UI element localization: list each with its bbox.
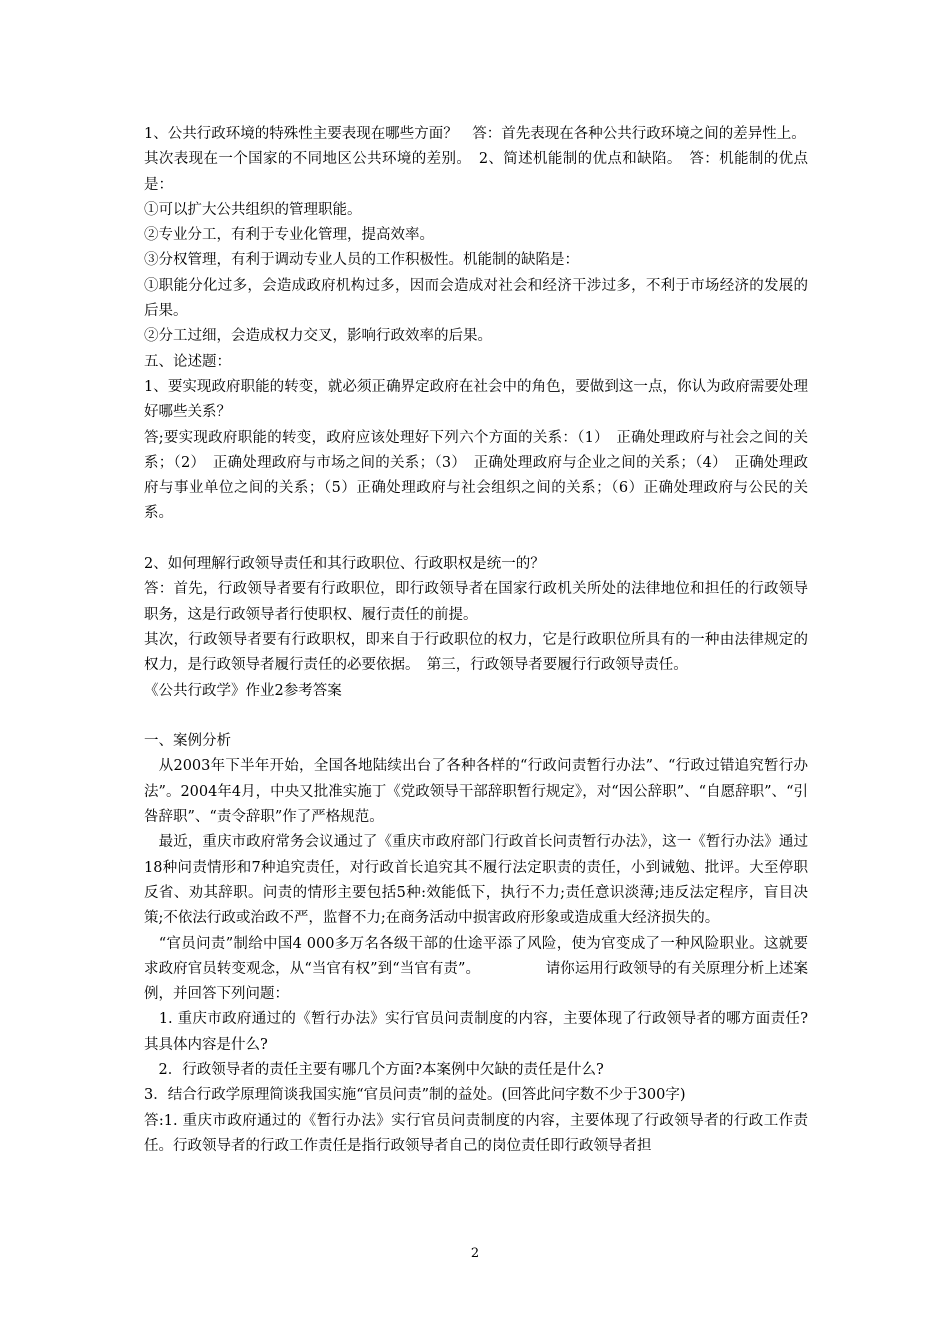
- paragraph: ②专业分工，有利于专业化管理，提高效率。: [144, 227, 434, 244]
- case-paragraph: “官员问责”制给中国4 000多万名各级干部的仕途平添了风险，使为官变成了一种风险职业。这就要求政府官员转变观念，从“当官有权”到“当官有责”。 请你运用行政领导的有关原理分析上述案例，并回答下列问题：: [144, 935, 808, 1003]
- question: 3．结合行政学原理简谈我国实施“官员问责”制的益处。(回答此问字数不少于300字): [144, 1087, 686, 1104]
- paragraph: 1、公共行政环境的特殊性主要表现在哪些方面？ 答：首先表现在各种公共行政环境之间的差异性上。: [144, 126, 806, 142]
- paragraph: ②分工过细，会造成权力交叉，影响行政效率的后果。: [144, 328, 492, 345]
- answer: 答：首先，行政领导者要有行政职位，即行政领导者在国家行政机关所处的法律地位和担任的行政领导职务，这是行政领导者行使职权、履行责任的前提。: [144, 581, 808, 623]
- case-paragraph: 最近，重庆市政府常务会议通过了《重庆市政府部门行政首长问责暂行办法》，这一《暂行办法》通过18种问责情形和7种追究责任，对行政首长追究其不履行法定职责的责任，小到诫勉、批评。大至停职反省、劝其辞职。问责的情形主要包括5种:效能低下，执行不力;责任意识淡薄;违反法定程序，盲目决策;不依法行政或治政不严，监督不力;在商务活动中损害政府形象或造成重大经济损失的。: [144, 834, 808, 927]
- question: 2、如何理解行政领导责任和其行政职位、行政职权是统一的？: [144, 556, 545, 573]
- paragraph: 其次表现在一个国家的不同地区公共环境的差别。 2、简述机能制的优点和缺陷。 答：机能制的优点是：: [144, 151, 808, 193]
- case-paragraph: 从2003年下半年开始，全国各地陆续出台了各种各样的“行政问责暂行办法”、“行政过错追究暂行办法”。2004年4月，中央又批准实施丁《党政领导干部辞职暂行规定》，对“因公辞职”、“自愿辞职”、“引咎辞职”、“责令辞职”作了严格规范。: [144, 758, 808, 826]
- section-heading: 一、案例分析: [144, 733, 231, 750]
- question: 1、要实现政府职能的转变，就必须正确界定政府在社会中的角色，要做到这一点，你认为政府需要处理好哪些关系？: [144, 378, 808, 421]
- question: 1. 重庆市政府通过的《暂行办法》实行官员问责制度的内容，主要体现了行政领导者的哪方面责任?其具体内容是什么?: [144, 1011, 808, 1053]
- section-heading: 五、论述题：: [144, 353, 231, 370]
- paragraph: 其次，行政领导者要有行政职权，即来自于行政职位的权力，它是行政职位所具有的一种由法律规定的权力，是行政领导者履行责任的必要依据。 第三，行政领导者要履行行政领导责任。: [144, 631, 808, 674]
- paragraph: ①职能分化过多，会造成政府机构过多，因而会造成对社会和经济干涉过多，不利于市场经济的发展的后果。: [144, 277, 808, 320]
- paragraph: ③分权管理，有利于调动专业人员的工作积极性。机能制的缺陷是：: [144, 252, 579, 269]
- page-number: 2: [470, 1246, 480, 1261]
- paragraph: ①可以扩大公共组织的管理职能。: [144, 201, 362, 218]
- blank-line: [144, 704, 808, 729]
- answer: 答;要实现政府职能的转变，政府应该处理好下列六个方面的关系：（1） 正确处理政府与社会之间的关系；（2） 正确处理政府与市场之间的关系；（3） 正确处理政府与企业之间的关系；（4） 正确处理政府与事业单位之间的关系；（5）正确处理政府与社会组织之间的关系；（6）正确处理政府与公民的关系。: [144, 429, 808, 522]
- blank-line: [144, 527, 808, 552]
- question: 2．行政领导者的责任主要有哪几个方面?本案例中欠缺的责任是什么?: [144, 1061, 604, 1078]
- document-title: 《公共行政学》作业2参考答案: [144, 682, 342, 699]
- document-body: [144, 122, 808, 1159]
- answer: 答:1. 重庆市政府通过的《暂行办法》实行官员问责制度的内容，主要体现了行政领导者的行政工作责任。行政领导者的行政工作责任是指行政领导者自己的岗位责任即行政领导者担: [144, 1112, 808, 1154]
